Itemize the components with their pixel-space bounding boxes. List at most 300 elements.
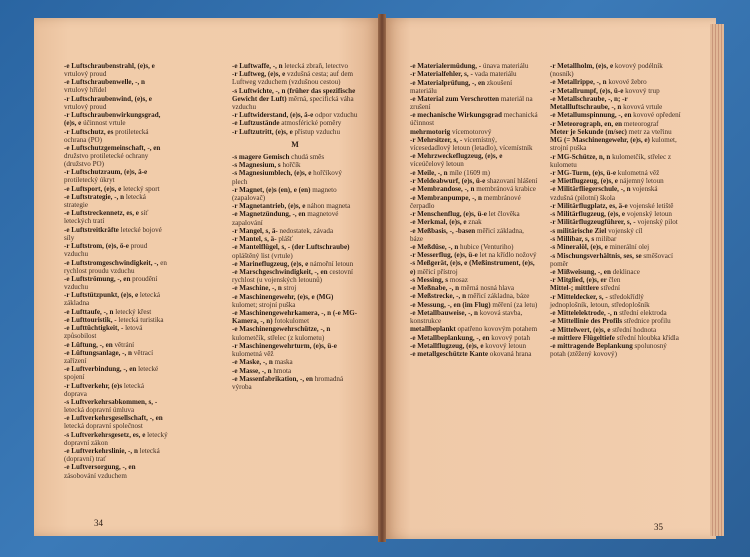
entry-translation: vojenské letiště [627, 201, 674, 210]
entry-translation: vojenský pilot [635, 218, 678, 227]
entry-translation: středokřídlý jednoplošník, letoun, středoplošník [550, 292, 650, 309]
dictionary-entry [64, 324, 168, 340]
entry-translation: kovová vrtule [621, 103, 663, 112]
entry-headword: -e Lufttaufe, -, n [64, 307, 114, 316]
entry-headword: -r Meldeabwurf, (e)s, ü-e [410, 177, 486, 185]
entry-translation: kovové opředení [631, 111, 681, 120]
entry-headword: -e Marineflugzeug, (e)s, e [232, 259, 309, 268]
entry-translation: člen [606, 276, 621, 285]
entry-translation: letová způsobilost [64, 324, 143, 341]
entry-headword: -e Metallrippe, -, n [550, 78, 607, 87]
dictionary-entry [64, 144, 168, 168]
entry-translation: mosaz [448, 275, 468, 284]
entry-headword: -e Merkmal, (e)s, e [410, 218, 467, 227]
entry-translation: měřicí základna, báze [466, 292, 530, 301]
dictionary-entry [550, 284, 682, 292]
entry-headword: -s Millibar, s, s [550, 234, 595, 243]
entry-headword: -e Membranpumpe, -, n [410, 193, 482, 202]
entry-headword: -e Luftschutzgemeinschaft, -, en [64, 143, 161, 152]
dictionary-entry [410, 350, 538, 358]
dictionary-entry [550, 185, 682, 201]
entry-headword: -e Luftstrategie, -, n [64, 193, 125, 201]
dictionary-entry [64, 398, 168, 414]
entry-translation: kovové žebro [606, 78, 647, 87]
dictionary-entry [232, 153, 358, 161]
entry-translation: kovová stavba, konstrukce [410, 308, 523, 326]
entry-headword: -r Luftschutzraum, (e)s, ä-e [64, 168, 148, 177]
entry-headword: -e Materialermüdung, - [410, 62, 482, 70]
entry-headword: -e Luftversorgung, -, en [64, 463, 136, 472]
dictionary-entry [64, 316, 168, 324]
dictionary-entry [232, 243, 358, 259]
entry-translation: membránové čerpadlo [410, 193, 521, 210]
entry-headword: -s Mineralöl, (e)s, e [550, 243, 608, 252]
entry-translation: nájemný letoun [617, 177, 664, 186]
entry-headword: -e Metallbauweise, -, n [410, 308, 478, 317]
dictionary-entry [232, 128, 358, 136]
dictionary-entry [550, 293, 682, 309]
dictionary-entry [410, 111, 538, 127]
dictionary-entry [550, 326, 682, 334]
entry-headword: -e Mantelflügel, s, - (der Luftschraube) [232, 243, 350, 252]
dictionary-entry [550, 177, 682, 185]
entry-translation: letecká strategie [64, 193, 146, 210]
entry-headword: -e Metallflugzeug, (e)s, e [410, 341, 484, 350]
entry-headword: -e Mittellinie des Profils [550, 317, 623, 326]
entry-translation: kulometčík, střelec z kulometu [550, 152, 672, 169]
entry-translation: letecká dopravní společnost [64, 422, 143, 431]
dictionary-entry [410, 194, 538, 210]
dictionary-entry [232, 210, 358, 226]
entry-translation: milibar [594, 234, 617, 243]
entry-headword: -e Lüftung, -, en [64, 340, 113, 349]
dictionary-entry [232, 284, 358, 292]
dictionary-entry [550, 252, 682, 268]
entry-headword: -e Masse, -, n [232, 366, 272, 375]
right-page-column-2 [550, 62, 682, 359]
dictionary-entry [232, 227, 358, 235]
dictionary-entry [64, 447, 168, 463]
entry-translation: protiletecký úkryt [64, 176, 115, 185]
dictionary-entry [410, 292, 538, 300]
entry-translation: letecká dopravní úmluva [64, 406, 135, 415]
entry-headword: -r MG-Schütze, n, n [550, 152, 611, 161]
dictionary-entry [232, 186, 358, 202]
entry-headword: -r Mitteldecker, s, - [550, 292, 608, 301]
entry-translation: okovaná hrana [488, 350, 532, 359]
entry-headword: -e Membrandose, -, n [410, 185, 475, 194]
entry-headword: -s militärische Ziel [550, 226, 607, 235]
entry-translation: vrtulový proud [64, 102, 107, 111]
dictionary-entry [550, 342, 682, 358]
entry-headword: -e Luftschraubenstrahl, (e)s, e [64, 62, 155, 70]
entry-headword: -e Meßbasis, -, -basen [410, 226, 476, 235]
entry-headword: -r Magnetantrieb, (e)s, e [232, 202, 306, 211]
dictionary-entry [550, 276, 682, 284]
entry-headword: -e Militärfliegerschule, -, n [550, 185, 631, 194]
entry-headword: -e Metallbeplankung, -, en [410, 333, 490, 342]
dictionary-entry [232, 111, 358, 119]
entry-translation: chudá směs [289, 152, 325, 161]
entry-headword: metallbeplankt [410, 325, 456, 334]
entry-translation: odpor vzduchu [313, 111, 358, 120]
entry-headword: -s Meßgerät, (e)s, e (Meßinstrument, (e)s, e) [410, 259, 535, 276]
entry-translation: letecká (dopravní) trať [64, 447, 160, 464]
entry-headword: -s magere Gemisch [232, 152, 290, 161]
entry-translation: střední elektroda [617, 309, 667, 318]
dictionary-entry [64, 209, 168, 225]
entry-headword: -r Militärflugzeugführer, s, - [550, 218, 636, 227]
entry-headword: -e mittlere Flügeltiefe [550, 333, 615, 342]
entry-translation: letecké bojové síly [64, 225, 162, 242]
dictionary-entry [410, 301, 538, 309]
dictionary-entry [232, 293, 358, 309]
entry-translation: plášť [276, 235, 293, 244]
entry-translation: mechanická účinnost [410, 111, 538, 128]
entry-translation: větrání [112, 340, 135, 349]
entry-translation: proudění vzduchu [64, 274, 158, 291]
entry-translation: kulometčík, střelec (z kulometu) [232, 333, 325, 342]
dictionary-entry [232, 367, 358, 375]
dictionary-entry [410, 259, 538, 275]
entry-translation: přístup vzduchu [292, 127, 341, 136]
entry-translation: námořní letoun [308, 259, 354, 268]
entry-translation: měření (za letu) [490, 300, 538, 309]
entry-translation: míle (1609 m) [447, 168, 490, 177]
entry-headword: mehrmotorig [410, 127, 451, 136]
entry-translation: měrná, specifická váha vzduchu [232, 94, 354, 111]
entry-translation: střednice profilu [622, 317, 671, 326]
entry-translation: zásobování vzduchem [64, 471, 127, 480]
entry-headword: -r Metallrumpf, (e)s, ü-e [550, 86, 624, 95]
entry-headword: -r Luftschraubenwirkungsgrad, (e)s, e [64, 111, 161, 128]
dictionary-entry [410, 334, 538, 342]
entry-headword: -s Luftwichte, -, n (früher das spezifische Gewicht der Luft) [232, 86, 356, 103]
dictionary-entry [64, 226, 168, 242]
dictionary-entry [410, 152, 538, 168]
entry-translation: hubice (Venturiho) [458, 242, 514, 251]
entry-translation: směšovací poměr [550, 251, 673, 268]
dictionary-entry [410, 218, 538, 226]
dictionary-entry [550, 268, 682, 276]
entry-translation: letecký křest [113, 307, 152, 316]
entry-headword: -e Mietflugzeug, (e)s, e [550, 177, 618, 186]
entry-headword: -r Luftverkehr, (e)s [64, 381, 123, 390]
entry-translation: letecký sport [121, 184, 160, 193]
dictionary-entry [410, 309, 538, 325]
entry-headword: -e Maschinengewehrkamera, -, n (-e MG-Kamera, -, n) [232, 309, 358, 326]
entry-translation: účinnost vrtule [81, 119, 126, 128]
entry-translation: střední [598, 284, 620, 293]
entry-headword: -e Meßdüse, -, n [410, 242, 459, 251]
dictionary-entry [64, 414, 168, 430]
entry-headword: -e Luftstromgeschwindigkeit, -, [64, 258, 159, 267]
entry-headword: -s Messing, s [410, 275, 449, 284]
left-page-column-1 [64, 62, 168, 480]
left-page-column-2 [232, 62, 358, 391]
entry-headword: -r Meteorograph, en, en [550, 119, 623, 128]
entry-translation: meteorograf [622, 119, 659, 128]
dictionary-entry [550, 243, 682, 251]
entry-headword: -r Maschinengewehrturm, (e)s, ü-e [232, 341, 337, 350]
entry-headword: -e Luftschraubenwelle, -, n [64, 78, 145, 87]
entry-headword: -r Materialfehler, s, - [410, 70, 473, 79]
dictionary-entry [410, 62, 538, 70]
entry-headword: -e Marschgeschwindigkeit, -, en [232, 268, 328, 277]
entry-headword: -e Maschinengewehrschütze, -, n [232, 325, 331, 334]
entry-translation: hromadná výroba [232, 374, 344, 391]
dictionary-entry [64, 193, 168, 209]
dictionary-entry [232, 169, 358, 185]
dictionary-entry [232, 309, 358, 325]
entry-headword: -e Mehrzweckeflugzeug, (e)s, e [410, 152, 503, 161]
entry-translation: vzdušná cesta; auf dem Luftweg vzduchem (vzdušnou cestou) [232, 70, 354, 87]
entry-translation: vojenský letoun [625, 210, 672, 219]
entry-translation: kovový podélník (nosník) [550, 62, 663, 79]
entry-headword: -e Maschine, -, n [232, 284, 282, 293]
dictionary-entry [550, 202, 682, 210]
entry-translation: vada materiálu [472, 70, 517, 79]
entry-headword: -r Messerflug, (e)s, ü-e [410, 251, 478, 260]
entry-translation: letecká doprava [64, 381, 144, 398]
dictionary-entry [410, 342, 538, 350]
dictionary-entry [410, 251, 538, 259]
entry-translation: let člověka [486, 209, 520, 218]
page-number-left: 34 [94, 518, 103, 528]
entry-translation: měřicí přístroj [415, 267, 458, 276]
dictionary-entry [64, 259, 168, 275]
page-number-right: 35 [654, 522, 663, 532]
entry-translation: kulomet; strojní puška [232, 300, 296, 309]
dictionary-entry [64, 382, 168, 398]
dictionary-entry [550, 78, 682, 86]
entry-headword: -e Material zum Verschrotten [410, 94, 500, 103]
entry-headword: -r Luftzutritt, (e)s, e [232, 127, 293, 136]
dictionary-entry [410, 227, 538, 243]
dictionary-entry [550, 210, 682, 218]
dictionary-entry [550, 62, 682, 78]
entry-translation: metr za vteřinu [626, 127, 672, 136]
entry-translation: vojenský cíl [606, 226, 643, 235]
dictionary-entry [64, 62, 168, 78]
entry-translation: vrtulový proud [64, 70, 107, 79]
entry-translation: kulomet, strojní puška [550, 136, 677, 153]
dictionary-entry [550, 169, 682, 177]
entry-translation: únava materiálu [481, 62, 529, 70]
entry-headword: -e mittragende Beplankung [550, 342, 633, 351]
dictionary-entry [64, 128, 168, 144]
dictionary-entry [232, 161, 358, 169]
dictionary-entry [232, 87, 358, 111]
entry-translation: střední hloubka křídla [614, 333, 679, 342]
dictionary-entry [410, 325, 538, 333]
entry-headword: -e metallgeschützte Kante [410, 350, 489, 359]
dictionary-entry [410, 169, 538, 177]
dictionary-entry [410, 128, 538, 136]
entry-translation: deklinace [610, 267, 640, 276]
dictionary-entry [64, 365, 168, 381]
dictionary-entry [550, 95, 682, 111]
entry-translation: fotokulomet [272, 317, 310, 326]
dictionary-entry [410, 95, 538, 111]
entry-headword: -s Mischungsverhältnis, ses, se [550, 251, 642, 260]
entry-headword: -s Militärflugzeug, (e)s, e [550, 210, 626, 219]
entry-headword: -s Magnesiumblech, (e)s, e [232, 169, 312, 178]
dictionary-entry [410, 210, 538, 218]
entry-headword: -e Luftverbindung, -, en [64, 365, 137, 374]
entry-headword: -e Luftverkehrsgesellschaft, -, en [64, 414, 163, 423]
entry-headword: -r Luftstützpunkt, (e)s, e [64, 291, 139, 300]
dictionary-entry [232, 260, 358, 268]
entry-translation: nedostatek, závada [277, 226, 334, 235]
dictionary-entry [64, 291, 168, 307]
entry-translation: magneto (zapalovač) [232, 185, 337, 202]
entry-translation: opatřeno kovovým potahem [455, 325, 538, 334]
entry-headword: -e Luftwaffe, -, n [232, 62, 283, 70]
dictionary-entry [550, 153, 682, 169]
entry-translation: letecký dopravní zákon [64, 430, 168, 447]
entry-headword: -e Meile, -, n [410, 168, 448, 177]
entry-headword: -e Metallschraube, -, n; -r Metallluftschraube, -, n [550, 94, 628, 112]
entry-headword: -r Luftschutz, es [64, 127, 114, 136]
dictionary-entry [64, 78, 168, 94]
entry-headword: MG (= Maschinengewehr, (e)s, e) [550, 136, 650, 145]
dictionary-entry [410, 70, 538, 78]
dictionary-entry [64, 341, 168, 349]
dictionary-entry [64, 463, 168, 479]
entry-translation: cestovní rychlost (u vojenských letounů) [232, 268, 353, 285]
entry-translation: vícemotorový [450, 127, 492, 136]
dictionary-entry [550, 218, 682, 226]
dictionary-entry [410, 177, 538, 185]
entry-headword: Mittel-; mittlere [550, 284, 599, 293]
entry-headword: -r Militärflugplatz, es, ä-e [550, 201, 628, 210]
entry-headword: -e Luftstreckennetz, es, e [64, 209, 139, 218]
entry-headword: -e Metallumspinnung, -, en [550, 111, 632, 120]
dictionary-entry [410, 276, 538, 284]
entry-headword: Meter je Sekunde (m/sec) [550, 127, 627, 136]
entry-headword: -r Mangel, s, ä- [232, 226, 278, 235]
entry-headword: -e Luftsport, (e)s, e [64, 184, 122, 193]
entry-translation: kovový potah [489, 333, 531, 342]
entry-translation: maska [272, 358, 293, 367]
page-edges [710, 24, 724, 536]
entry-headword: -r Luftwiderstand, (e)s, ä-e [232, 111, 314, 120]
entry-translation: hořčík [280, 161, 301, 170]
entry-headword: -e Luftverkehrslinie, -, n [64, 447, 138, 456]
entry-headword: -e Lüftungsanlage, -, n [64, 348, 132, 357]
entry-translation: let na křídlo nožový [477, 251, 537, 260]
entry-translation: větrací zařízení [64, 348, 154, 365]
dictionary-entry [410, 136, 538, 152]
entry-translation: vojenská vzdušná (pilotní) škola [550, 185, 658, 202]
dictionary-entry [410, 243, 538, 251]
entry-translation: hořčíkový plech [232, 169, 342, 186]
entry-headword: -e Meßnabe, -, n [410, 284, 460, 293]
dictionary-entry [232, 119, 358, 127]
dictionary-entry [232, 202, 358, 210]
dictionary-entry [232, 268, 358, 284]
dictionary-entry [550, 317, 682, 325]
dictionary-entry [410, 284, 538, 292]
entry-headword: -e Messung, -, en (im Flug) [410, 300, 491, 309]
dictionary-entry [410, 185, 538, 193]
dictionary-entry [550, 235, 682, 243]
entry-headword: -e Materialprüfung, -, en [410, 78, 486, 87]
entry-translation: protiletecká ochrana (PO) [64, 127, 149, 144]
dictionary-entry [64, 349, 168, 365]
entry-headword: -r Luftweg, (e)s, e [232, 70, 286, 79]
entry-headword: -r Menschenflug, (e)s, ü-e [410, 209, 487, 218]
entry-headword: -e Maske, -, n [232, 358, 273, 367]
entry-translation: kovový letoun [483, 341, 527, 350]
entry-translation: spolunosný potah (ztěžený kovový) [550, 342, 667, 359]
entry-translation: kulometná věž [616, 168, 660, 177]
book-gutter [378, 14, 386, 542]
entry-headword: -e Maschinengewehr, (e)s, e (MG) [232, 292, 334, 301]
entry-translation: opláštěný list (vrtule) [232, 251, 293, 260]
entry-translation: víceúčelový letoun [410, 160, 464, 169]
entry-headword: -r Luftschraubenwind, (e)s, e [64, 94, 152, 103]
section-letter: M [291, 139, 299, 149]
entry-translation: letecká zbraň, letectvo [282, 62, 349, 70]
dictionary-entry [232, 375, 358, 391]
entry-translation: atmosférické poměry [279, 119, 342, 128]
entry-headword: -e Meßstrecke, -, n [410, 292, 467, 301]
dictionary-entry [550, 120, 682, 128]
entry-translation: minerální olej [607, 243, 650, 252]
dictionary-entry [64, 242, 168, 258]
dictionary-entry [550, 227, 682, 235]
entry-headword: -s Luftverkehrsgesetz, es, e [64, 430, 146, 439]
entry-headword: -r Magnet, (e)s (en), e (en) [232, 185, 311, 194]
dictionary-entry [550, 334, 682, 342]
entry-headword: -e Mißweisung, -, en [550, 267, 611, 276]
entry-headword: -e Mittelwert, (e)s, e [550, 325, 611, 334]
entry-translation: materiál na zrušení [410, 94, 533, 112]
entry-translation: stroj [281, 284, 297, 293]
entry-translation: magnetové zapalování [232, 210, 339, 227]
entry-translation: kovový trup [623, 86, 660, 95]
entry-headword: -r Mitglied, (e)s, er [550, 276, 607, 285]
right-page-column-1 [410, 62, 538, 358]
entry-headword: -s Luftverkehrsabkommen, s, - [64, 397, 158, 406]
dictionary-entry [64, 308, 168, 316]
entry-headword: -r MG-Turm, (e)s, ü-e [550, 168, 616, 177]
entry-headword: -e Lufttüchtigkeit, - [64, 324, 124, 333]
entry-translation: síť leteckých tratí [64, 209, 149, 226]
entry-translation: střední hodnota [610, 325, 657, 334]
dictionary-entry [64, 111, 168, 127]
dictionary-entry [64, 431, 168, 447]
entry-translation: vícemístný, vícesedadlový letoun (letadlo), vícemístník [410, 135, 533, 153]
dictionary-entry [550, 136, 682, 152]
entry-translation: znak [466, 218, 482, 227]
dictionary-entry [64, 275, 168, 291]
entry-headword: -e Magnetzündung, -, en [232, 210, 306, 219]
entry-headword: -r Metallholm, (e)s, e [550, 62, 614, 70]
entry-headword: -e mechanische Wirkungsgrad [410, 111, 502, 120]
dictionary-entry [64, 168, 168, 184]
dictionary-entry [550, 128, 682, 136]
entry-translation: proud vzduchu [64, 242, 148, 259]
dictionary-entry [550, 87, 682, 95]
entry-headword: -e Luftstreitkräfte [64, 225, 119, 234]
entry-translation: shazovaní hlášení [485, 177, 538, 185]
entry-translation: náhon magneta [305, 202, 351, 211]
dictionary-entry [64, 185, 168, 193]
entry-headword: -e Lufttouristik, - [64, 315, 117, 324]
